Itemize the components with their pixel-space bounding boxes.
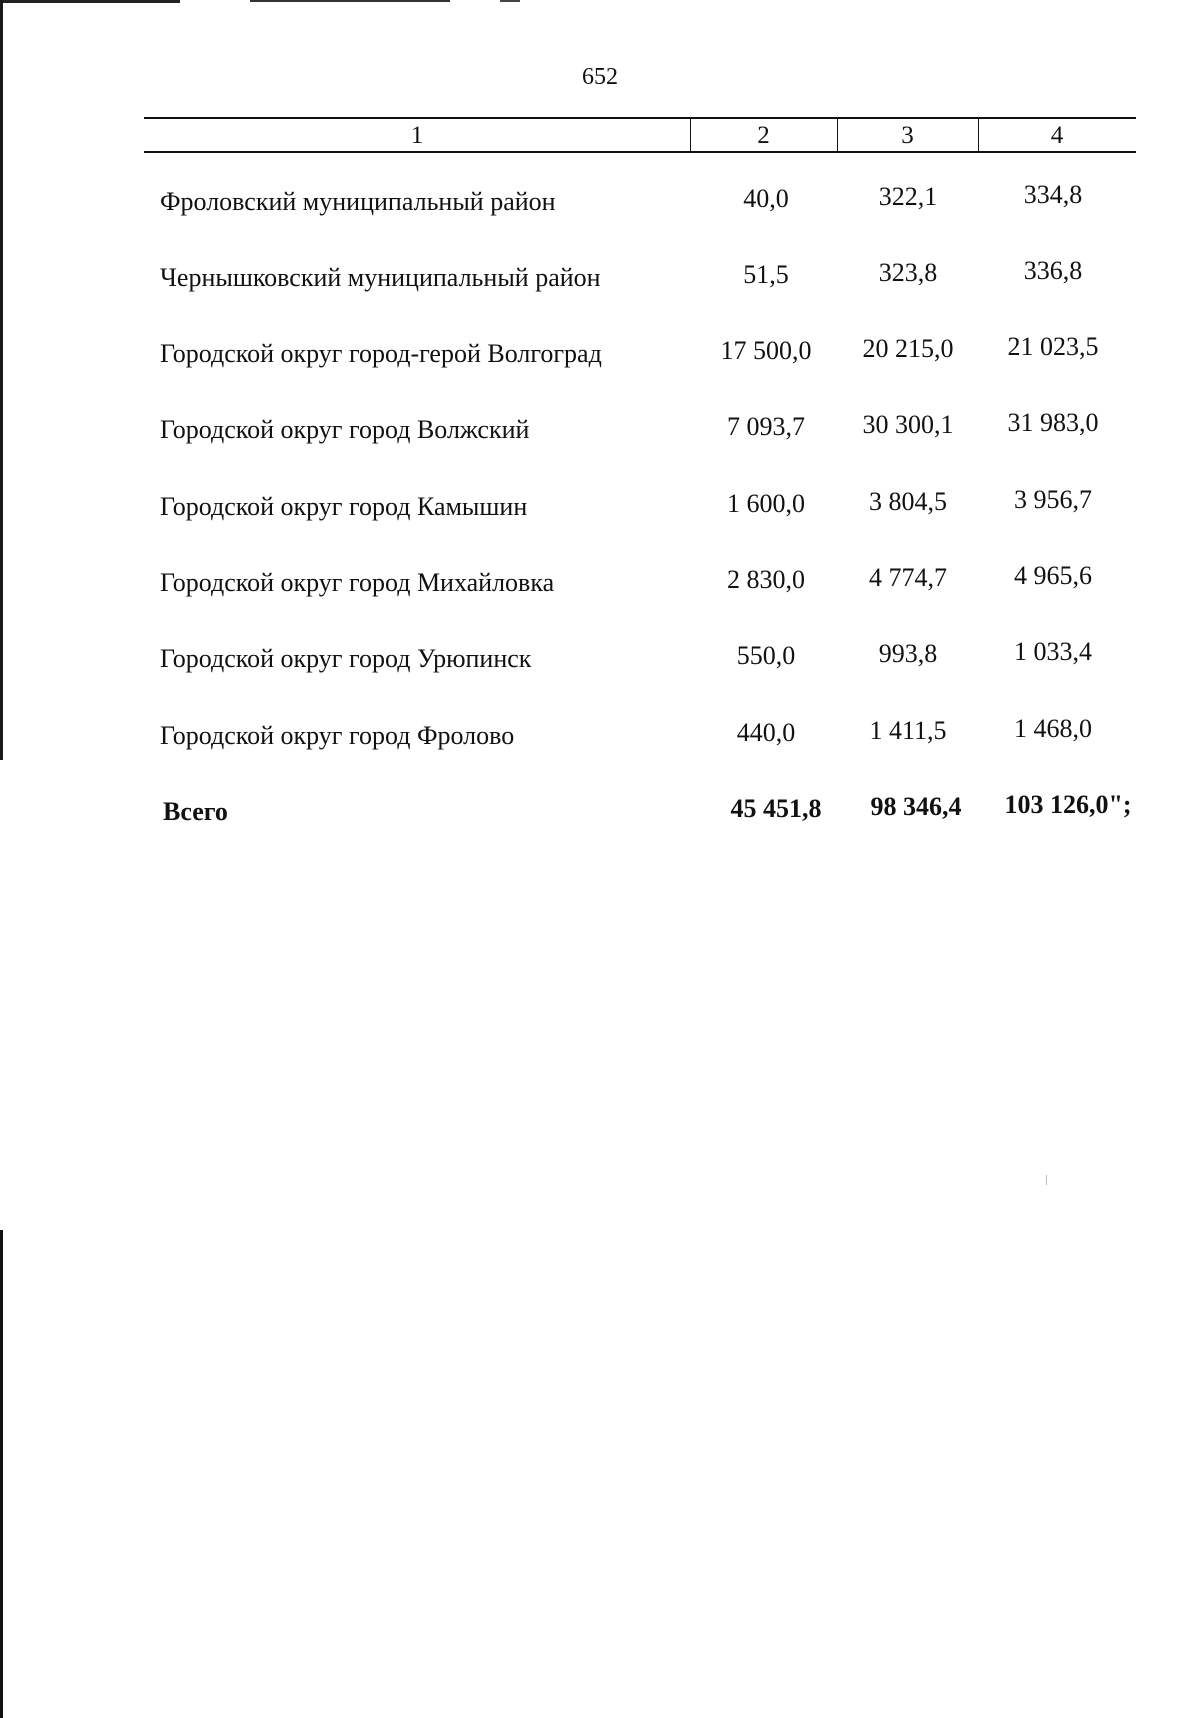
cell-col4: 21 023,5 — [1007, 332, 1099, 361]
row-label: Городской округ город-герой Волгоград — [160, 339, 602, 368]
cell-col4: 3 956,7 — [1014, 485, 1092, 514]
cell-col4: 1 468,0 — [1014, 714, 1092, 743]
scan-edge — [0, 1230, 3, 1718]
total-col4: 103 126,0"; — [1004, 790, 1132, 819]
cell-col2: 51,5 — [743, 260, 789, 289]
cell-col2: 7 093,7 — [727, 412, 805, 441]
cell-col2: 40,0 — [743, 184, 789, 213]
scan-artifact — [250, 0, 450, 2]
cell-col3: 1 411,5 — [869, 716, 947, 745]
table-rule — [144, 151, 1136, 153]
cell-col2: 440,0 — [736, 718, 796, 747]
cell-col3: 3 804,5 — [869, 487, 947, 516]
column-header-1: 1 — [410, 122, 424, 149]
row-label: Чернышковский муниципальный район — [160, 263, 601, 292]
cell-col3: 323,8 — [878, 258, 938, 287]
row-label: Городской округ город Фролово — [160, 721, 515, 750]
scan-artifact — [0, 0, 180, 3]
cell-col3: 4 774,7 — [869, 563, 947, 592]
total-label: Всего — [163, 797, 228, 826]
scan-edge — [0, 0, 3, 760]
cell-col3: 20 215,0 — [862, 334, 954, 363]
cell-col3: 30 300,1 — [862, 410, 954, 439]
row-label: Фроловский муниципальный район — [160, 187, 556, 216]
cell-col2: 2 830,0 — [727, 565, 805, 594]
scan-artifact — [1046, 1175, 1047, 1185]
cell-col4: 336,8 — [1023, 256, 1083, 285]
column-header-4: 4 — [1050, 122, 1064, 149]
row-label: Городской округ город Михайловка — [160, 568, 555, 597]
page-number: 652 — [582, 64, 618, 90]
cell-col4: 4 965,6 — [1014, 561, 1092, 590]
cell-col2: 1 600,0 — [727, 489, 805, 518]
total-col2: 45 451,8 — [730, 794, 822, 823]
scan-artifact — [500, 0, 520, 2]
column-header-3: 3 — [901, 122, 914, 149]
cell-col4: 31 983,0 — [1007, 408, 1099, 437]
row-label: Городской округ город Волжский — [160, 415, 530, 444]
table-rule — [144, 117, 1136, 119]
cell-col3: 322,1 — [878, 182, 938, 211]
total-col3: 98 346,4 — [870, 792, 962, 821]
row-label: Городской округ город Камышин — [160, 492, 528, 521]
cell-col2: 17 500,0 — [720, 336, 812, 365]
row-label: Городской округ город Урюпинск — [160, 644, 532, 673]
cell-col4: 1 033,4 — [1014, 637, 1092, 666]
cell-col2: 550,0 — [736, 641, 796, 670]
column-header-2: 2 — [757, 122, 770, 149]
cell-col3: 993,8 — [878, 639, 938, 668]
cell-col4: 334,8 — [1023, 180, 1083, 209]
